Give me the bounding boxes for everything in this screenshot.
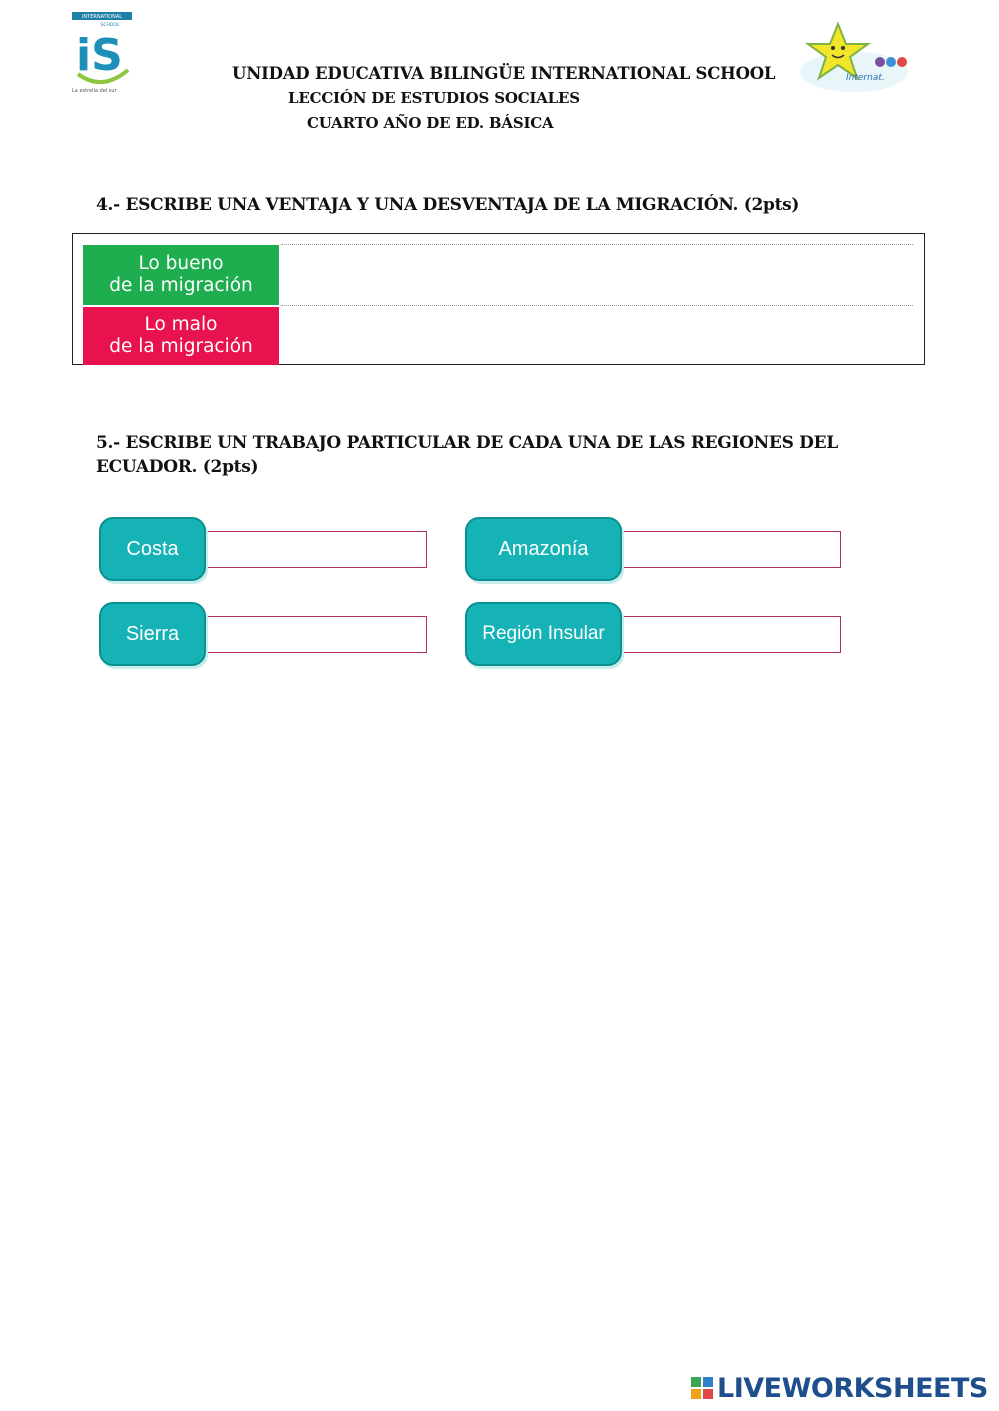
grade-title: CUARTO AÑO DE ED. BÁSICA — [307, 114, 554, 132]
amazonia-label: Amazonía — [465, 517, 622, 581]
question-5-title: 5.- ESCRIBE UN TRABAJO PARTICULAR DE CADA UNA DE LAS REGIONES DEL ECUADOR. (2pts) — [96, 433, 838, 477]
bad-migration-label: Lo malo de la migración — [83, 307, 279, 365]
school-name: UNIDAD EDUCATIVA BILINGÜE INTERNATIONAL SCHOOL — [232, 64, 776, 83]
costa-input[interactable] — [199, 531, 427, 568]
svg-text:SCHOOL: SCHOOL — [100, 23, 120, 28]
star-logo — [798, 20, 916, 96]
region-insular-input[interactable] — [615, 616, 841, 653]
svg-text:INTERNATIONAL: INTERNATIONAL — [81, 14, 123, 20]
subject-title: LECCIÓN DE ESTUDIOS SOCIALES — [288, 89, 580, 107]
liveworksheets-icon — [690, 1376, 714, 1400]
liveworksheets-brand[interactable] — [690, 1372, 988, 1404]
amazonia-input[interactable] — [615, 531, 841, 568]
question-4-title: 4.- ESCRIBE UNA VENTAJA Y UNA DESVENTAJA DE LA MIGRACIÓN. (2pts) — [96, 195, 800, 215]
school-logo — [72, 12, 136, 96]
svg-text:iS: iS — [76, 30, 123, 81]
svg-text:La estrella del sur: La estrella del sur — [72, 88, 117, 94]
bad-migration-input[interactable] — [281, 305, 913, 365]
good-migration-input[interactable] — [281, 244, 913, 304]
sierra-label: Sierra — [99, 602, 206, 666]
costa-label: Costa — [99, 517, 206, 581]
migration-table — [72, 233, 925, 365]
svg-text:Internat.: Internat. — [846, 73, 885, 83]
region-insular-label: Región Insular — [465, 602, 622, 666]
liveworksheets-text: LIVEWORKSHEETS — [717, 1372, 988, 1404]
sierra-input[interactable] — [199, 616, 427, 653]
good-migration-label: Lo bueno de la migración — [83, 245, 279, 305]
